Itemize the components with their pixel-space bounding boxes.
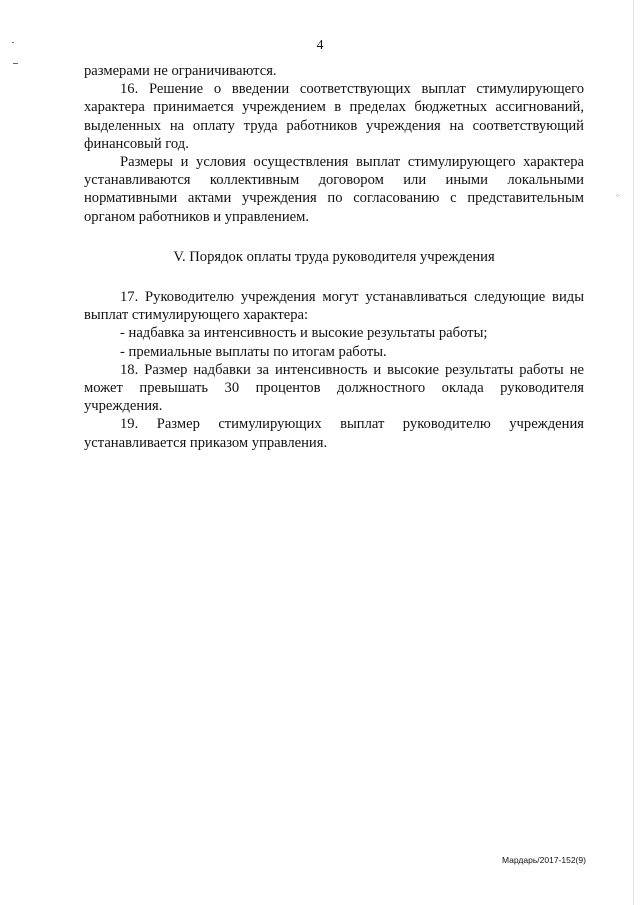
margin-tick — [12, 42, 14, 43]
section-heading: V. Порядок оплаты труда руководителя учреждения — [173, 248, 495, 265]
page-number: 4 — [316, 38, 324, 53]
document-body — [84, 62, 584, 452]
footer-code: Мардарь/2017-152(9) — [502, 855, 586, 865]
paragraph-continuation: размерами не ограничиваются. — [84, 63, 277, 79]
margin-tick — [13, 63, 18, 64]
paragraph-stimulus-conditions: Размеры и условия осуществления выплат стимулирующего характера устанавливаются коллективным договором или иными локальными нормативными актами учреждения по согласованию с представительным органом работников и управлением. — [84, 154, 584, 225]
paragraph-19: 19. Размер стимулирующих выплат руководителю учреждения устанавливается приказом управления. — [84, 416, 584, 451]
scan-edge-line — [633, 0, 634, 905]
paragraph-17: 17. Руководителю учреждения могут устанавливаться следующие виды выплат стимулирующего характера: — [84, 289, 584, 324]
paragraph-18: 18. Размер надбавки за интенсивность и высокие результаты работы не может превышать 30 процентов должностного оклада руководителя учреждения. — [84, 361, 584, 415]
paragraph-16: 16. Решение о введении соответствующих выплат стимулирующего характера принимается учреждением в пределах бюджетных ассигнований, выделенных на оплату труда работников учреждения на соответствующий финансовый год. — [84, 81, 584, 152]
list-item: - премиальные выплаты по итогам работы. — [120, 343, 387, 360]
list-item: - надбавка за интенсивность и высокие результаты работы; — [120, 325, 488, 342]
stamp-mark-icon: ⁘ — [614, 191, 622, 201]
